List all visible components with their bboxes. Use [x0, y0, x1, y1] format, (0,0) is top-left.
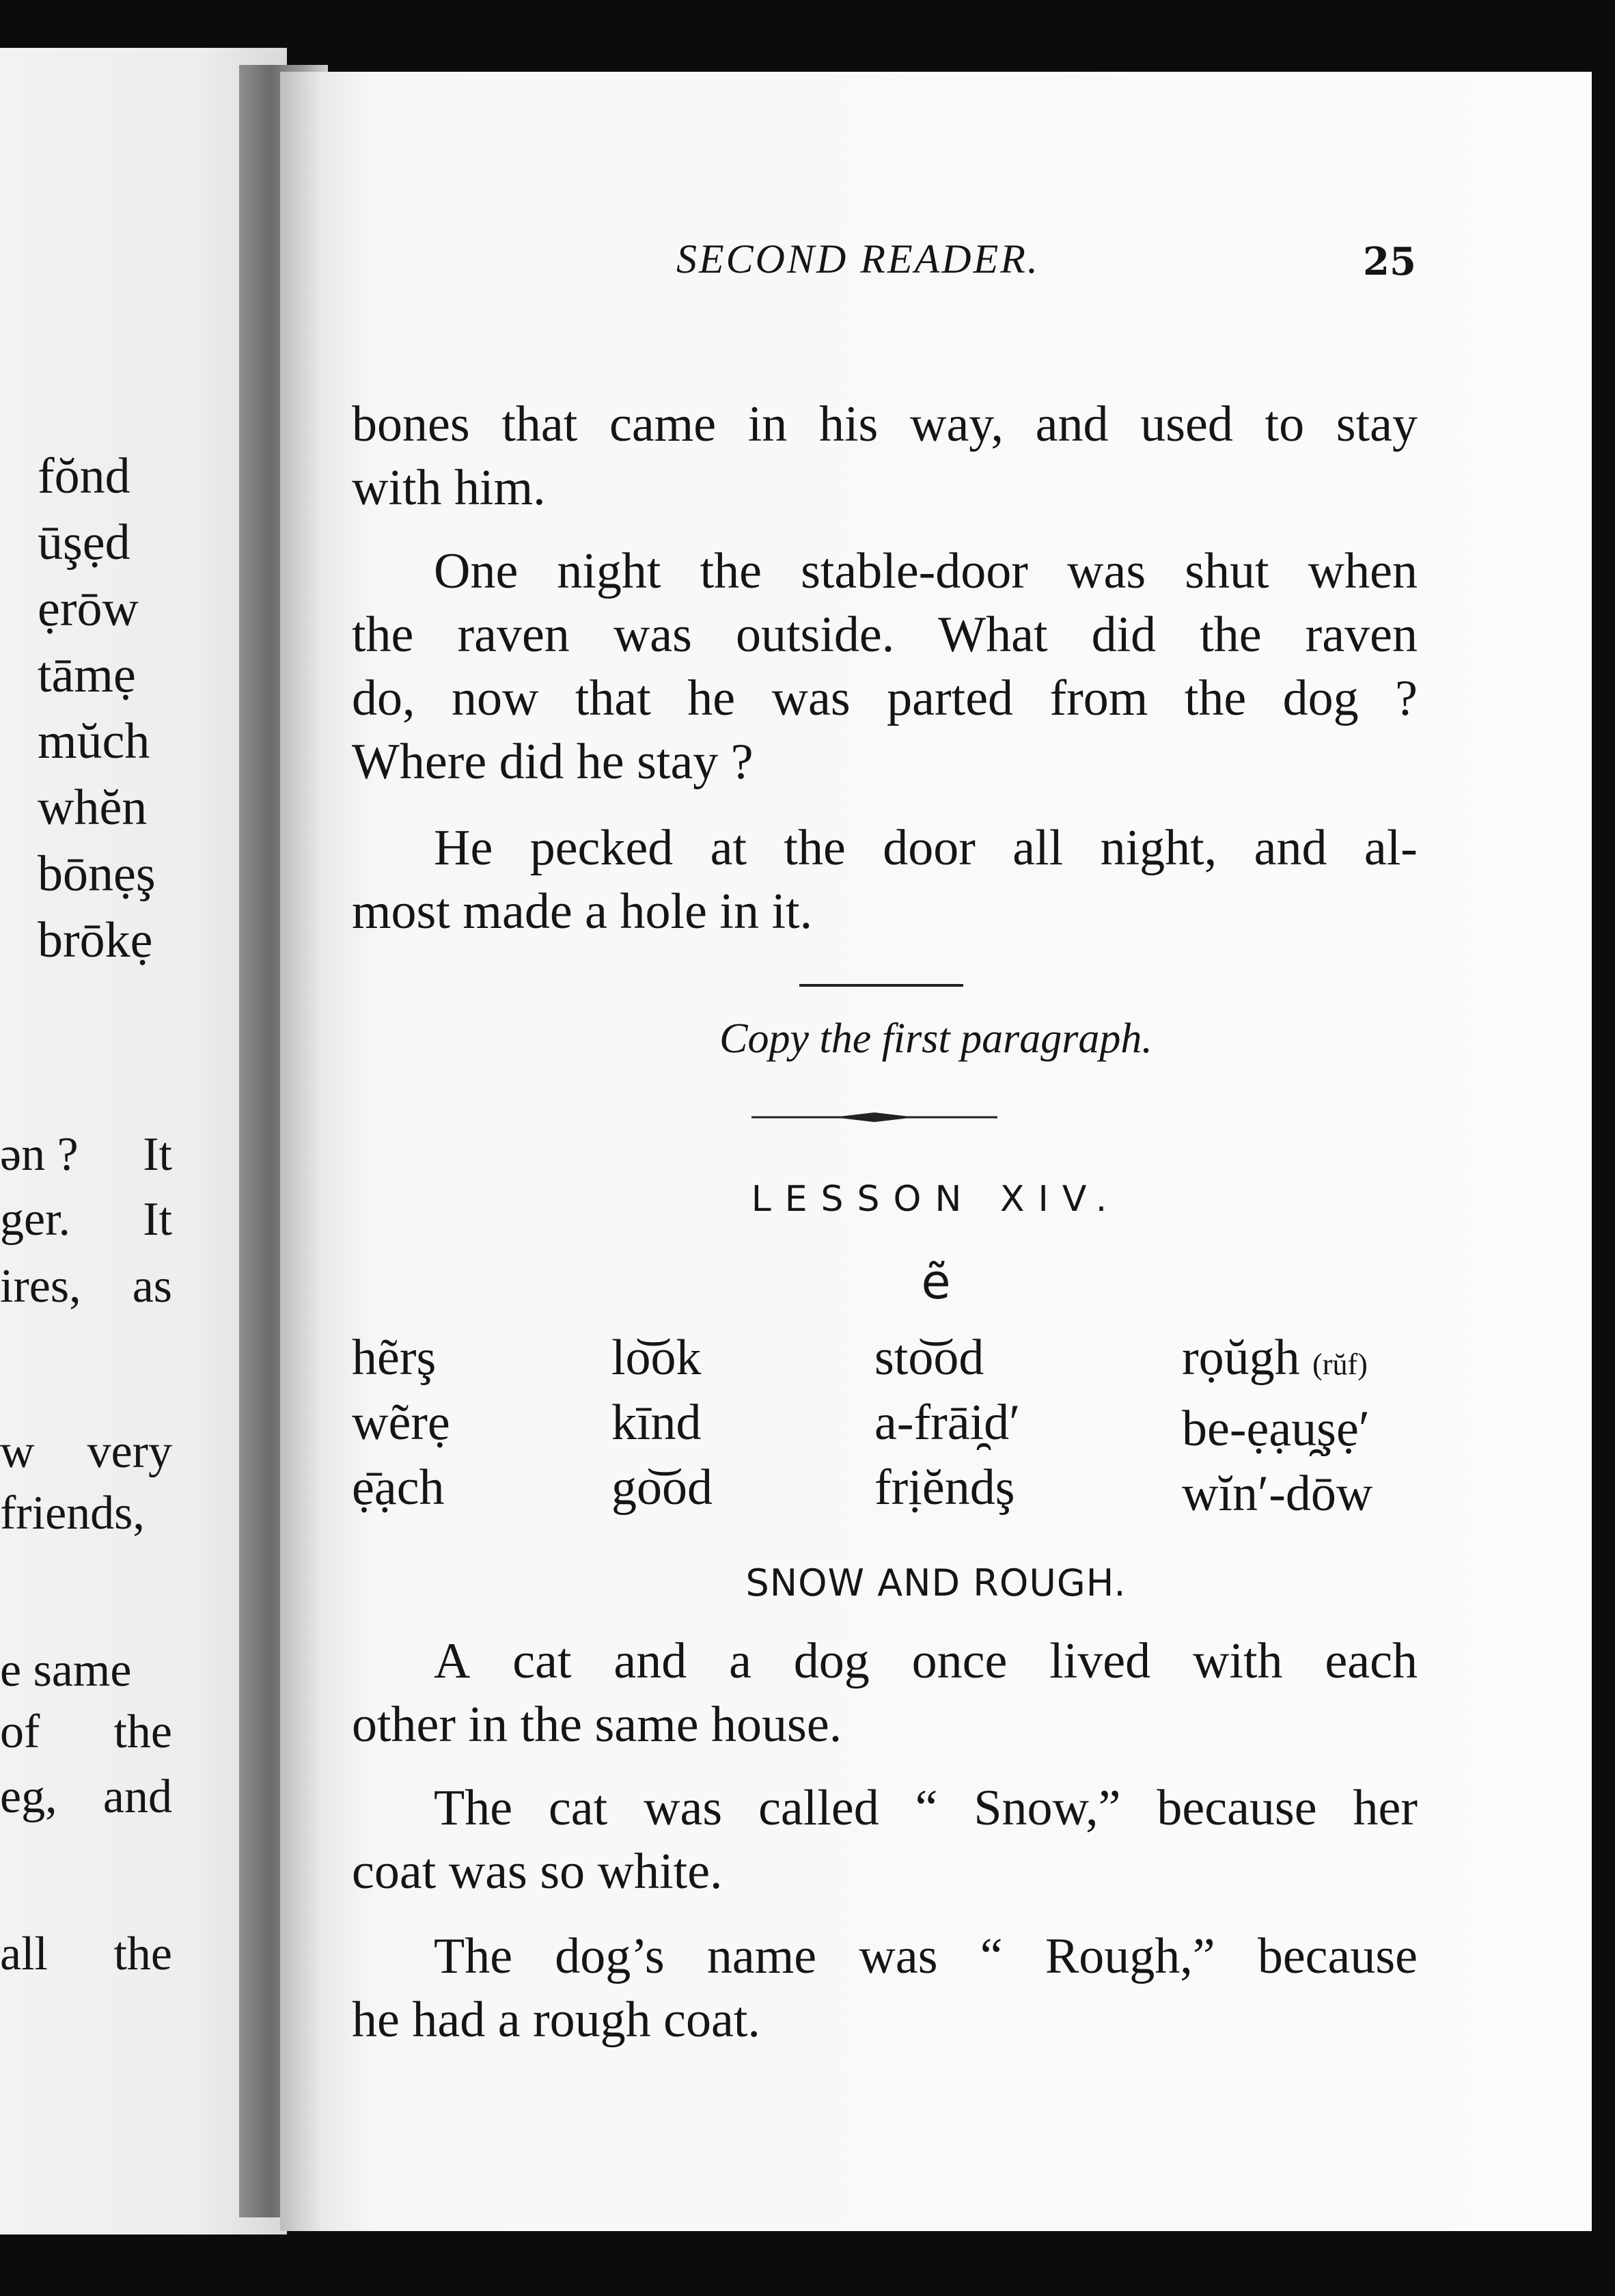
- paragraph-continued: [352, 393, 1418, 520]
- text-line: bones that came in his way, and used to stay: [352, 396, 1418, 452]
- left-line-fragment: ires, as: [0, 1260, 172, 1313]
- left-word: whĕn: [38, 780, 148, 836]
- instruction-text: Copy the first paragraph.: [719, 1015, 1152, 1062]
- left-word: tāmẹ: [38, 647, 136, 703]
- vocab-word: kīnd: [611, 1395, 702, 1451]
- paragraph-stable-door: [352, 540, 1418, 794]
- vocab-word: a-frāi̯d′: [874, 1395, 1021, 1451]
- vocab-word: ẹ̄ạch: [352, 1460, 445, 1516]
- story-title: SNOW AND ROUGH.: [745, 1561, 1127, 1604]
- ornamental-divider: [751, 1110, 997, 1124]
- text-line: He pecked at the door all night, and al-: [434, 820, 1418, 876]
- left-word: bōnẹş: [38, 846, 156, 902]
- left-word: fŏnd: [38, 448, 130, 504]
- word-column-2: [611, 1326, 713, 1520]
- left-word: ẹrōw: [38, 581, 139, 637]
- left-line-fragment: e same: [0, 1644, 132, 1697]
- text-line: One night the stable-door was shut when: [434, 543, 1418, 599]
- vocab-word: go͝od: [611, 1460, 713, 1516]
- text-line: The dog’s name was “ Rough,” because: [434, 1928, 1418, 1984]
- text-line: A cat and a dog once lived with each: [434, 1633, 1418, 1689]
- left-line-fragment: friends,: [0, 1487, 145, 1540]
- text-line: other in the same house.: [352, 1697, 842, 1753]
- text-line: with him.: [352, 460, 546, 516]
- vocab-word: wĭn′-dōw: [1182, 1466, 1373, 1522]
- pronunciation-note: (rŭf): [1312, 1348, 1368, 1381]
- left-line-fragment: all the: [0, 1928, 172, 1980]
- text-line: Where did he stay ?: [352, 734, 754, 790]
- vocab-word: hẽrş: [352, 1330, 437, 1386]
- current-page: [280, 72, 1592, 2231]
- left-line-fragment: ger. It: [0, 1193, 172, 1246]
- story-paragraph-1: [352, 1630, 1418, 1757]
- story-paragraph-2: [352, 1777, 1418, 1904]
- vocab-word: rọŭgh: [1182, 1330, 1300, 1386]
- word-column-4: [1182, 1326, 1372, 1527]
- vocab-word: be-ẹạu̯şẹ′: [1182, 1401, 1370, 1457]
- left-word: ūşẹd: [38, 515, 130, 571]
- word-column-1: [352, 1326, 450, 1520]
- vocab-word: lo͝ok: [611, 1330, 702, 1386]
- text-line: most made a hole in it.: [352, 884, 813, 940]
- left-line-fragment: eg, and: [0, 1771, 172, 1823]
- left-line-fragment: ən ? It: [0, 1128, 172, 1181]
- vocab-word: wẽrẹ: [352, 1395, 450, 1451]
- text-line: do, now that he was parted from the dog ?: [352, 670, 1418, 726]
- left-line-fragment: of the: [0, 1706, 172, 1758]
- word-column-3: [874, 1326, 1020, 1520]
- running-head: SECOND READER.: [676, 236, 1040, 282]
- vocab-word: sto͝od: [874, 1330, 984, 1386]
- section-rule: [799, 984, 963, 987]
- text-line: The cat was called “ Snow,” because her: [434, 1780, 1418, 1836]
- left-line-fragment: w very: [0, 1425, 172, 1478]
- left-word: mŭch: [38, 713, 150, 769]
- page-number: 25: [1363, 239, 1416, 284]
- vocab-word: frịĕndş: [874, 1460, 1015, 1516]
- lesson-title: LESSON XIV.: [751, 1179, 1121, 1220]
- text-line: the raven was outside. What did the raven: [352, 607, 1418, 663]
- paragraph-pecked: [352, 817, 1418, 944]
- text-line: he had a rough coat.: [352, 1992, 760, 2048]
- lesson-key-sound: ẽ: [921, 1254, 951, 1310]
- left-word: brōkẹ: [38, 912, 153, 968]
- text-line: coat was so white.: [352, 1844, 723, 1900]
- story-paragraph-3: [352, 1925, 1418, 2052]
